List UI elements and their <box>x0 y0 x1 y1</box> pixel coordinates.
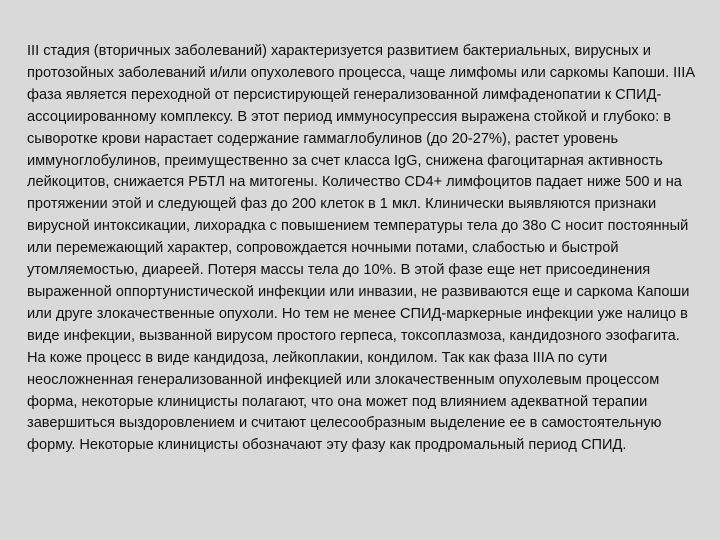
body-text-paragraph: III стадия (вторичных заболеваний) характеризуется развитием бактериальных, вирусных и протозойных заболеваний и/или опухолевого процесса, чаще лимфомы или саркомы Капоши. IIIA фаза является переходной от персистирующей генерализованной лимфаденопатии к СПИД-ассоциированному комплексу. В этот период иммуносупрессия выражена стойкой и глубоко: в сыворотке крови нарастает содержание гаммаглобулинов (до 20-27%), растет уровень иммуноглобулинов, преимущественно за счет класса IgG, снижена фагоцитарная активность лейкоцитов, снижается РБТЛ на митогены. Количество CD4+ лимфоцитов падает ниже 500 и на протяжении этой и следующей фаз до 200 клеток в 1 мкл. Клинически выявляются признаки вирусной интоксикации, лихорадка с повышением температуры тела до 38о С носит постоянный или перемежающий характер, сопровождается ночными потами, слабостью и быстрой утомляемостью, диареей. Потеря массы тела до 10%. В этой фазе еще нет присоединения выраженной оппортунистической инфекции или инвазии, не развиваются еще и саркома Капоши или друге злокачественные опухоли. Но тем не менее СПИД-маркерные инфекции уже налицо в виде инфекции, вызванной вирусом простого герпеса, токсоплазмоза, кандидозного эзофагита. На коже процесс в виде кандидоза, лейкоплакии, кондилом. Так как фаза IIIA по сути неосложненная генерализованной инфекцией или злокачественным опухолевым процессом форма, некоторые клиницисты полагают, что она может под влиянием адекватной терапии завершиться выздоровлением и считают целесообразным выделение ее в самостоятельную форму. Некоторые клиницисты обозначают эту фазу как продромальный период СПИД. <box>27 43 695 454</box>
